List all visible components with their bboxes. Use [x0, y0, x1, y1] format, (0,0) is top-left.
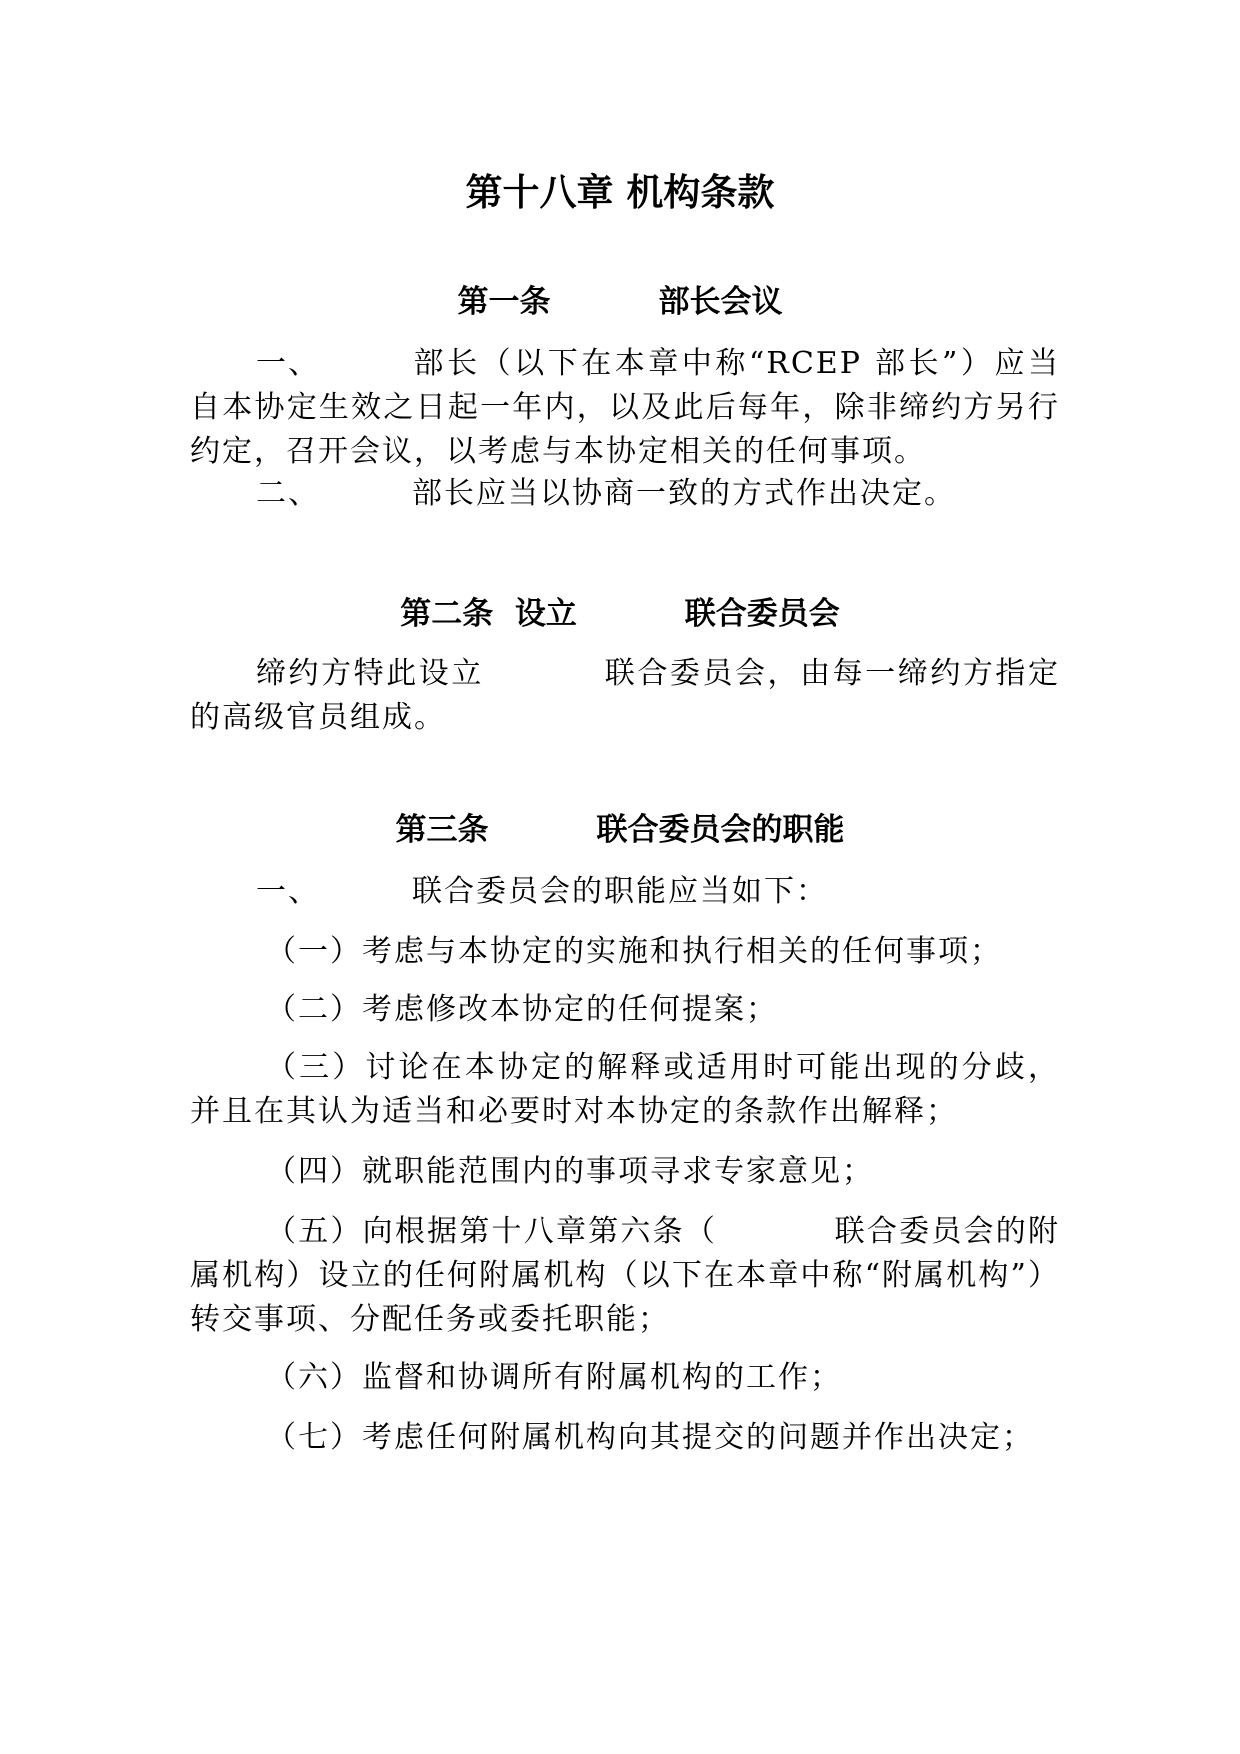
paragraph-text: 部长（以下在本章中称“RCEP 部长”）应当自本协定生效之日起一年内，以及此后每年，除非缔约方另行约定，召开会议，以考虑与本协定相关的任何事项。	[190, 346, 1060, 469]
article-1-paragraph-1	[190, 342, 1060, 474]
article-3-item-2: （二）考虑修改本协定的任何提案；	[266, 992, 778, 1027]
article-2-paragraph-1: 缔约方特此设立 联合委员会，由每一缔约方指定的高级官员组成。	[190, 656, 1060, 735]
article-2-title: 第二条 设立 联合委员会	[400, 596, 840, 632]
paragraph-number: 一、	[256, 346, 320, 381]
article-3-item-3: （三）讨论在本协定的解释或适用时可能出现的分歧，并且在其认为适当和必要时对本协定的条款作出解释；	[190, 1050, 1060, 1129]
chapter-title: 第十八章 机构条款	[465, 171, 775, 214]
article-3-item-6: （六）监督和协调所有附属机构的工作；	[266, 1360, 842, 1395]
article-1-title: 第一条 部长会议	[457, 284, 783, 320]
article-3-item-1: （一）考虑与本协定的实施和执行相关的任何事项；	[266, 934, 1002, 969]
paragraph-number: 二、	[256, 476, 320, 511]
paragraph-text: 部长应当以协商一致的方式作出决定。	[412, 476, 956, 511]
article-3-item-4: （四）就职能范围内的事项寻求专家意见；	[266, 1154, 874, 1189]
article-3-title: 第三条 联合委员会的职能	[395, 812, 845, 848]
article-3-paragraph-1	[190, 870, 1060, 914]
article-3-item-7: （七）考虑任何附属机构向其提交的问题并作出决定；	[266, 1420, 1034, 1455]
article-3-item-5: （五）向根据第十八章第六条（ 联合委员会的附属机构）设立的任何附属机构（以下在本章中称“附属机构”）转交事项、分配任务或委托职能；	[190, 1214, 1060, 1337]
paragraph-text: 联合委员会的职能应当如下：	[412, 874, 828, 909]
article-1-paragraph-2	[190, 472, 1060, 516]
paragraph-number: 一、	[256, 874, 320, 909]
